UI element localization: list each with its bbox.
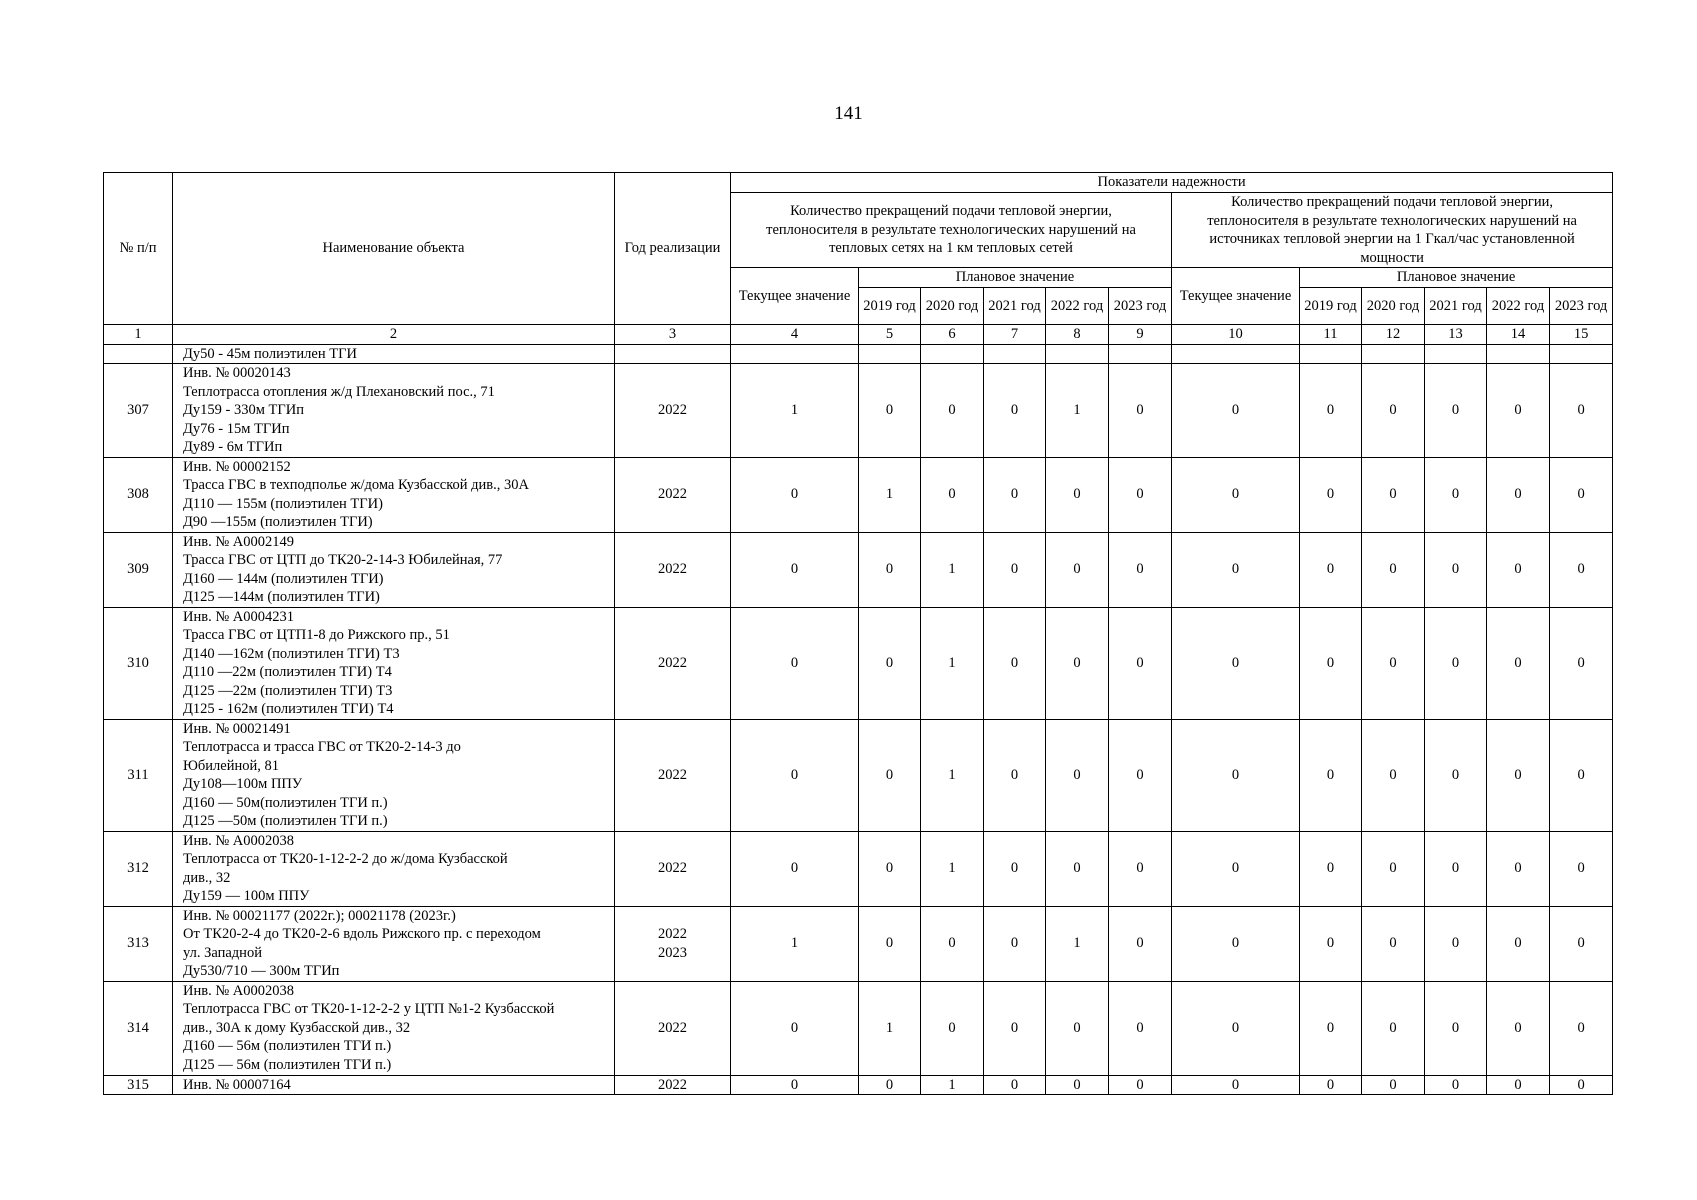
indicator-value: 0: [1487, 532, 1550, 607]
indicator-value: 0: [1109, 364, 1172, 458]
table-row: [104, 981, 1613, 1075]
object-name: [173, 364, 615, 458]
indicator-value: 0: [1046, 607, 1109, 719]
indicator-value: 0: [1172, 719, 1300, 831]
column-number: 1: [104, 325, 173, 345]
object-name-line: Теплотрасса ГВС от ТК20-1-12-2-2 у ЦТП №1-2 Кузбасской: [183, 1001, 555, 1017]
indicator-value: 0: [1425, 532, 1487, 607]
header-year-networks-2023: 2023 год: [1109, 288, 1172, 325]
indicator-value: 0: [1300, 607, 1362, 719]
indicator-value: 0: [1362, 1075, 1425, 1095]
indicator-value: 0: [1109, 1075, 1172, 1095]
object-name-line: Инв. № А0002149: [183, 533, 295, 550]
indicator-value: 0: [921, 457, 984, 532]
header-year-networks-2020: 2020 год: [921, 288, 984, 325]
object-name: [173, 981, 615, 1075]
header-networks-title: Количество прекращений подачи тепловой энергии, теплоносителя в результате технологических нарушений на тепловых сетях на 1 км тепловых сетей: [731, 193, 1172, 268]
indicator-value: [1550, 344, 1613, 364]
indicator-value: 0: [1362, 532, 1425, 607]
indicator-value: 0: [1172, 831, 1300, 906]
indicator-value: 0: [1300, 719, 1362, 831]
indicator-value: 0: [731, 719, 859, 831]
indicator-value: 0: [1425, 607, 1487, 719]
table-row: [104, 364, 1613, 458]
object-name-line: Инв. № 00021177 (2022г.); 00021178 (2023г.): [183, 907, 456, 924]
indicator-value: 0: [1109, 719, 1172, 831]
indicator-value: 0: [1425, 831, 1487, 906]
indicator-value: 0: [1425, 906, 1487, 981]
indicator-value: 0: [1109, 831, 1172, 906]
indicator-value: 0: [1109, 906, 1172, 981]
indicator-value: 0: [984, 906, 1046, 981]
column-number: 9: [1109, 325, 1172, 345]
row-number: 312: [104, 831, 173, 906]
row-number: 307: [104, 364, 173, 458]
indicator-value: 0: [1172, 364, 1300, 458]
header-year-sources-2020: 2020 год: [1362, 288, 1425, 325]
column-number: 13: [1425, 325, 1487, 345]
object-name-line: Д160 — 50м(полиэтилен ТГИ п.): [183, 794, 388, 811]
indicator-value: 0: [1487, 364, 1550, 458]
indicator-value: 0: [1362, 981, 1425, 1075]
object-name: [173, 719, 615, 831]
table-row: [104, 457, 1613, 532]
indicator-value: 0: [921, 981, 984, 1075]
indicator-value: 0: [1300, 364, 1362, 458]
indicator-value: 0: [1362, 607, 1425, 719]
object-name-line: Ду50 - 45м полиэтилен ТГИ: [183, 345, 357, 362]
indicator-value: 0: [984, 719, 1046, 831]
indicator-value: [1046, 344, 1109, 364]
indicator-value: 1: [1046, 364, 1109, 458]
object-name-line: Д125 — 56м (полиэтилен ТГИ п.): [183, 1056, 392, 1073]
object-name-line: Д110 —22м (полиэтилен ТГИ) Т4: [183, 664, 392, 680]
indicator-value: 0: [1300, 831, 1362, 906]
indicator-value: 0: [1425, 457, 1487, 532]
indicator-value: 0: [731, 1075, 859, 1095]
indicator-value: 0: [1300, 981, 1362, 1075]
object-name-line: Инв. № 00020143: [183, 365, 291, 381]
object-name-line: Инв. № А0002038: [183, 982, 295, 999]
object-name-line: Д160 — 144м (полиэтилен ТГИ): [183, 570, 384, 587]
indicator-value: 0: [984, 532, 1046, 607]
indicator-value: 0: [1550, 532, 1613, 607]
indicator-value: 0: [984, 457, 1046, 532]
header-year-sources-2022: 2022 год: [1487, 288, 1550, 325]
indicator-value: 0: [1487, 457, 1550, 532]
indicator-value: 0: [1487, 831, 1550, 906]
column-number: 15: [1550, 325, 1613, 345]
indicator-value: [984, 344, 1046, 364]
indicator-value: 0: [1300, 906, 1362, 981]
object-name-line: Д125 —22м (полиэтилен ТГИ) Т3: [183, 682, 393, 699]
object-name-line: Д90 —155м (полиэтилен ТГИ): [183, 514, 373, 530]
column-number: 11: [1300, 325, 1362, 345]
table-row: [104, 719, 1613, 831]
object-name-line: Ду108—100м ППУ: [183, 776, 303, 792]
object-name: [173, 344, 615, 364]
indicator-value: 0: [859, 719, 921, 831]
indicator-value: 0: [731, 457, 859, 532]
indicator-value: [859, 344, 921, 364]
row-number: 313: [104, 906, 173, 981]
indicator-value: 1: [921, 719, 984, 831]
indicator-value: 1: [859, 457, 921, 532]
indicator-value: [1425, 344, 1487, 364]
header-year-networks-2022: 2022 год: [1046, 288, 1109, 325]
indicator-value: 0: [1487, 607, 1550, 719]
implementation-year: 2022: [615, 364, 731, 458]
indicator-value: [1300, 344, 1362, 364]
indicator-value: 0: [1172, 906, 1300, 981]
indicator-value: 0: [1362, 831, 1425, 906]
header-col-year: Год реализации: [615, 173, 731, 325]
object-name: [173, 532, 615, 607]
header-col-name: Наименование объекта: [173, 173, 615, 325]
indicator-value: 0: [1172, 457, 1300, 532]
indicator-value: 1: [1046, 906, 1109, 981]
column-number: 3: [615, 325, 731, 345]
object-name-line: Теплотрасса и трасса ГВС от ТК20-2-14-3 до: [183, 739, 461, 755]
indicator-value: [921, 344, 984, 364]
implementation-year: 2022: [615, 607, 731, 719]
indicator-value: 0: [1425, 981, 1487, 1075]
implementation-year: 2022: [615, 831, 731, 906]
indicator-value: 0: [1046, 457, 1109, 532]
indicator-value: 0: [1487, 981, 1550, 1075]
row-number: 308: [104, 457, 173, 532]
implementation-year: 2022: [615, 532, 731, 607]
indicator-value: [731, 344, 859, 364]
column-number: 12: [1362, 325, 1425, 345]
indicator-value: 0: [984, 1075, 1046, 1095]
indicator-value: 0: [1046, 1075, 1109, 1095]
object-name: [173, 607, 615, 719]
object-name-line: див., 32: [183, 869, 231, 886]
object-name: [173, 1075, 615, 1095]
object-name-line: Инв. № А0002038: [183, 832, 295, 849]
indicator-value: 0: [1487, 719, 1550, 831]
indicator-value: 0: [859, 831, 921, 906]
indicator-value: 0: [1362, 719, 1425, 831]
column-number: 8: [1046, 325, 1109, 345]
implementation-year: 2022: [615, 1075, 731, 1095]
header-year-sources-2023: 2023 год: [1550, 288, 1613, 325]
object-name-line: Д125 —50м (полиэтилен ТГИ п.): [183, 813, 388, 829]
object-name-line: Д125 —144м (полиэтилен ТГИ): [183, 589, 380, 605]
indicator-value: [1487, 344, 1550, 364]
object-name-line: Ду159 - 330м ТГИп: [183, 402, 304, 418]
header-planned-value: Плановое значение: [859, 268, 1172, 288]
indicator-value: 0: [1300, 532, 1362, 607]
object-name-line: Ду76 - 15м ТГИп: [183, 420, 290, 437]
indicator-value: 0: [1046, 532, 1109, 607]
indicator-value: 0: [921, 364, 984, 458]
header-year-networks-2021: 2021 год: [984, 288, 1046, 325]
indicator-value: 1: [921, 532, 984, 607]
object-name-line: Теплотрасса отопления ж/д Плехановский пос., 71: [183, 383, 495, 400]
implementation-year: 2022 2023: [615, 906, 731, 981]
indicator-value: 0: [859, 906, 921, 981]
header-current-value: Текущее значение: [1172, 268, 1300, 325]
indicator-value: 0: [984, 981, 1046, 1075]
object-name-line: Юбилейной, 81: [183, 757, 279, 774]
object-name-line: Трасса ГВС от ЦТП1-8 до Рижского пр., 51: [183, 627, 450, 643]
indicator-value: 0: [1550, 831, 1613, 906]
object-name-line: Д160 — 56м (полиэтилен ТГИ п.): [183, 1038, 392, 1054]
indicator-value: 0: [1550, 457, 1613, 532]
header-reliability-group: Показатели надежности: [731, 173, 1613, 193]
indicator-value: 0: [1362, 364, 1425, 458]
table-row: [104, 906, 1613, 981]
indicator-value: 0: [1487, 906, 1550, 981]
indicator-value: 0: [1172, 607, 1300, 719]
table-row: [104, 532, 1613, 607]
column-number: 6: [921, 325, 984, 345]
object-name-line: див., 30А к дому Кузбасской див., 32: [183, 1019, 411, 1036]
indicator-value: 0: [921, 906, 984, 981]
indicator-value: 0: [1172, 532, 1300, 607]
indicator-value: 0: [859, 1075, 921, 1095]
object-name-line: Д140 —162м (полиэтилен ТГИ) Т3: [183, 645, 400, 662]
indicator-value: 0: [1300, 457, 1362, 532]
indicator-value: [1109, 344, 1172, 364]
header-planned-value: Плановое значение: [1300, 268, 1613, 288]
indicator-value: 0: [1046, 719, 1109, 831]
indicator-value: 1: [921, 1075, 984, 1095]
row-number: 315: [104, 1075, 173, 1095]
column-number: 10: [1172, 325, 1300, 345]
indicator-value: 0: [1425, 719, 1487, 831]
indicator-value: 0: [984, 364, 1046, 458]
row-number: 309: [104, 532, 173, 607]
table-row: [104, 831, 1613, 906]
object-name: [173, 831, 615, 906]
indicator-value: 0: [731, 831, 859, 906]
implementation-year: 2022: [615, 457, 731, 532]
table-row: [104, 607, 1613, 719]
object-name-line: Д125 - 162м (полиэтилен ТГИ) Т4: [183, 701, 394, 717]
indicator-value: 0: [731, 607, 859, 719]
object-name-line: Инв. № 00007164: [183, 1076, 291, 1093]
indicator-value: 0: [1550, 607, 1613, 719]
indicator-value: 0: [859, 364, 921, 458]
table-row: [104, 1075, 1613, 1095]
object-name-line: Инв. № А0004231: [183, 608, 295, 625]
header-year-sources-2021: 2021 год: [1425, 288, 1487, 325]
indicator-value: 0: [1550, 981, 1613, 1075]
row-number: 314: [104, 981, 173, 1075]
indicator-value: 0: [731, 532, 859, 607]
column-number: 2: [173, 325, 615, 345]
indicator-value: 0: [1109, 607, 1172, 719]
indicator-value: 1: [859, 981, 921, 1075]
header-year-networks-2019: 2019 год: [859, 288, 921, 325]
implementation-year: 2022: [615, 981, 731, 1075]
indicator-value: 0: [1109, 457, 1172, 532]
indicator-value: [1172, 344, 1300, 364]
indicator-value: 0: [859, 607, 921, 719]
header-sources-title: Количество прекращений подачи тепловой энергии, теплоносителя в результате технологических нарушений на источниках тепловой энергии на 1 Гкал/час установленной мощности: [1172, 193, 1613, 268]
indicator-value: 0: [859, 532, 921, 607]
object-name-line: Инв. № 00002152: [183, 458, 291, 475]
object-name-line: Трасса ГВС в техподполье ж/дома Кузбасской див., 30А: [183, 477, 530, 493]
indicator-value: 0: [1425, 1075, 1487, 1095]
indicator-value: 0: [984, 607, 1046, 719]
indicator-value: 0: [1425, 364, 1487, 458]
indicator-value: 0: [1109, 981, 1172, 1075]
indicator-value: 0: [1550, 1075, 1613, 1095]
indicator-value: 0: [1172, 1075, 1300, 1095]
column-number: 4: [731, 325, 859, 345]
object-name-line: Трасса ГВС от ЦТП до ТК20-2-14-3 Юбилейная, 77: [183, 552, 503, 568]
object-name-line: Теплотрасса от ТК20-1-12-2-2 до ж/дома Кузбасской: [183, 851, 508, 867]
indicator-value: 1: [921, 831, 984, 906]
object-name-line: Д110 — 155м (полиэтилен ТГИ): [183, 495, 383, 512]
column-number: 14: [1487, 325, 1550, 345]
indicator-value: 0: [1362, 906, 1425, 981]
indicator-value: 0: [1550, 364, 1613, 458]
row-number: 310: [104, 607, 173, 719]
indicator-value: 1: [731, 364, 859, 458]
column-number: 5: [859, 325, 921, 345]
implementation-year: 2022: [615, 719, 731, 831]
indicator-value: 0: [1172, 981, 1300, 1075]
object-name-line: От ТК20-2-4 до ТК20-2-6 вдоль Рижского пр. с переходом: [183, 926, 541, 942]
header-current-value: Текущее значение: [731, 268, 859, 325]
indicator-value: 0: [731, 981, 859, 1075]
indicator-value: 0: [1300, 1075, 1362, 1095]
page-number: 141: [834, 103, 863, 124]
object-name: [173, 457, 615, 532]
object-name-line: Ду530/710 — 300м ТГИп: [183, 963, 340, 979]
object-name: [173, 906, 615, 981]
object-name-line: Инв. № 00021491: [183, 720, 291, 737]
indicator-value: 0: [1046, 831, 1109, 906]
header-col-no: № п/п: [104, 173, 173, 325]
indicator-value: 0: [1487, 1075, 1550, 1095]
object-name-line: ул. Западной: [183, 944, 262, 961]
object-name-line: Ду159 — 100м ППУ: [183, 888, 310, 904]
header-year-sources-2019: 2019 год: [1300, 288, 1362, 325]
indicator-value: 1: [731, 906, 859, 981]
indicator-value: 0: [984, 831, 1046, 906]
indicator-value: 0: [1109, 532, 1172, 607]
row-number: 311: [104, 719, 173, 831]
indicator-value: 0: [1550, 906, 1613, 981]
indicator-value: 0: [1362, 457, 1425, 532]
reliability-indicators-table: [103, 172, 1613, 1095]
implementation-year: [615, 344, 731, 364]
indicator-value: 0: [1046, 981, 1109, 1075]
row-number: [104, 344, 173, 364]
indicator-value: [1362, 344, 1425, 364]
object-name-line: Ду89 - 6м ТГИп: [183, 439, 283, 455]
indicator-value: 1: [921, 607, 984, 719]
table-row: [104, 344, 1613, 364]
column-number: 7: [984, 325, 1046, 345]
indicator-value: 0: [1550, 719, 1613, 831]
